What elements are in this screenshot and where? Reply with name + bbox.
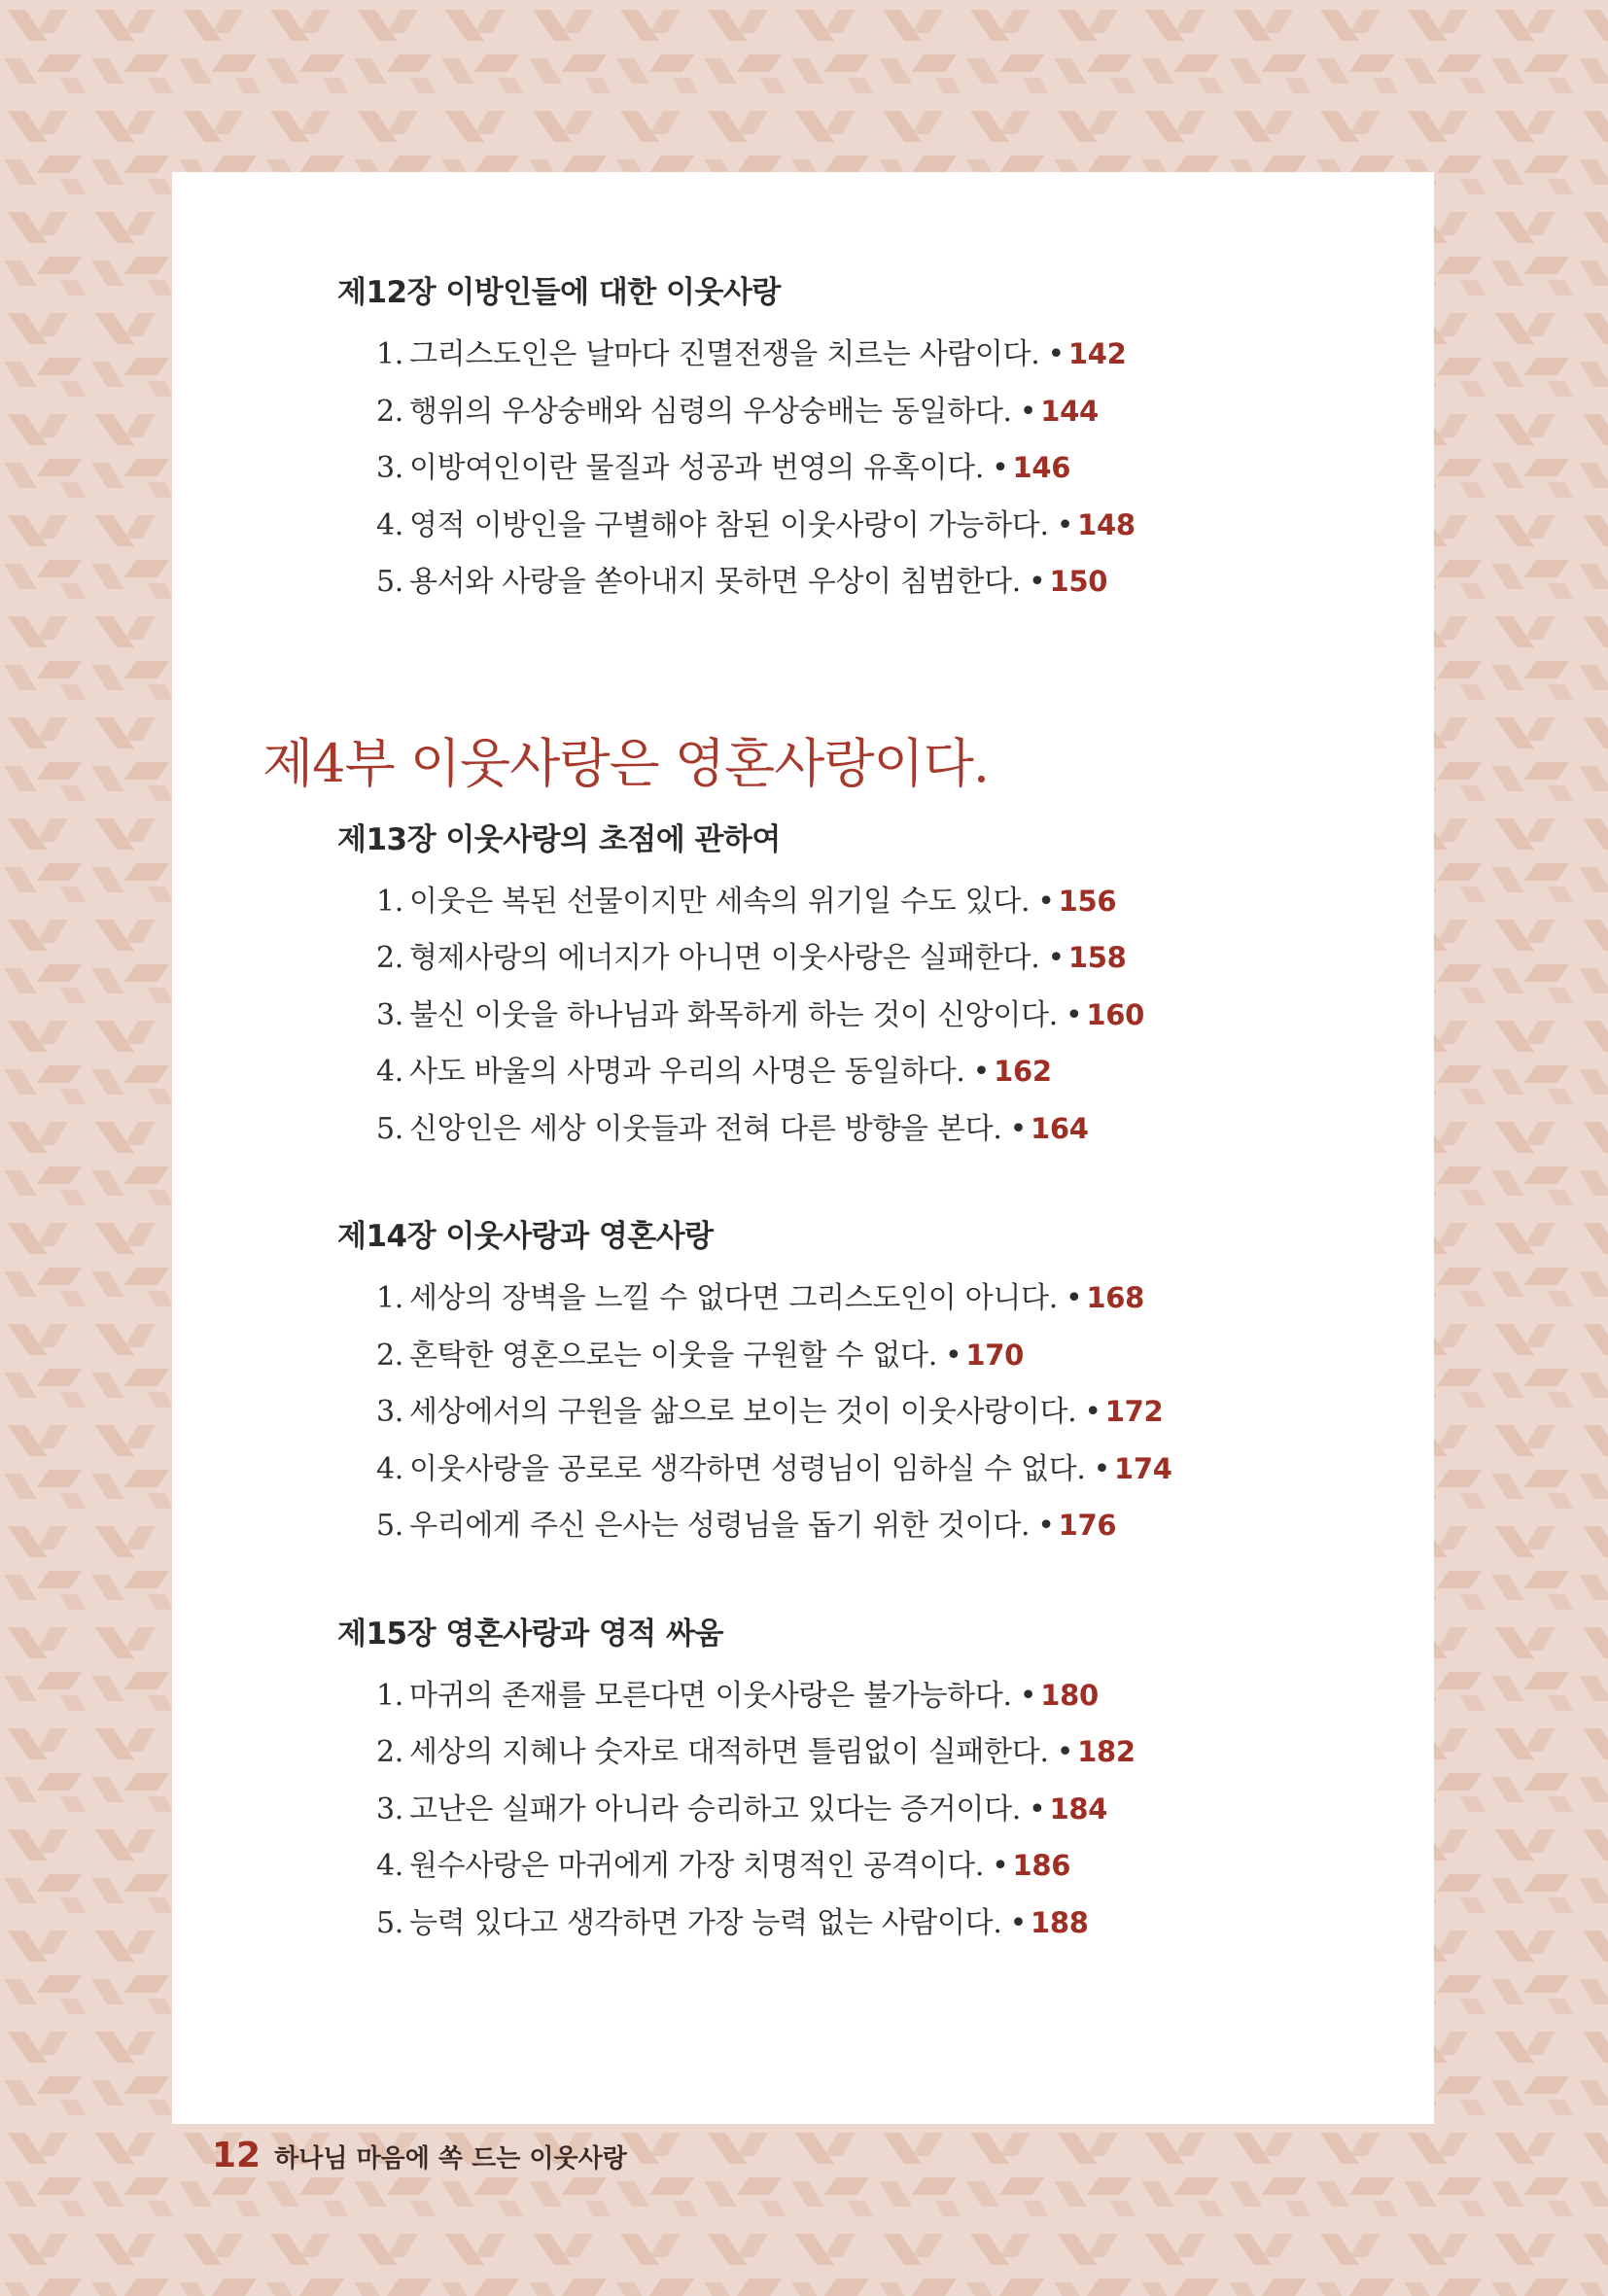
toc-entry[interactable] (376, 497, 1387, 554)
entry-page: 160 (1086, 997, 1144, 1031)
entry-page: 148 (1077, 507, 1136, 541)
toc-entry[interactable] (376, 1895, 1387, 1952)
toc-entry[interactable] (376, 1667, 1387, 1724)
chapter-title: 제15장 영혼사랑과 영적 싸움 (337, 1616, 723, 1652)
entry-page: 158 (1067, 941, 1127, 974)
bullet: • (992, 1849, 1009, 1883)
entry-number: 1. (376, 1678, 404, 1713)
entry-number: 5. (376, 1111, 404, 1146)
entry-page: 150 (1049, 565, 1108, 598)
bullet: • (1047, 337, 1065, 371)
entry-page: 182 (1077, 1735, 1136, 1768)
toc-entry[interactable] (376, 987, 1387, 1044)
entry-number: 3. (376, 1792, 404, 1826)
toc-entry[interactable] (376, 1781, 1387, 1838)
entry-page: 188 (1030, 1905, 1089, 1939)
table-of-contents (262, 269, 1387, 1951)
bullet: • (1047, 941, 1065, 975)
spacer (337, 1554, 1387, 1611)
entry-text: 사도 바울의 사명과 우리의 사명은 동일하다. (409, 1055, 965, 1089)
toc-entry[interactable] (376, 439, 1387, 497)
bullet: • (992, 451, 1009, 485)
entry-text: 신앙인은 세상 이웃들과 전혀 다른 방향을 본다. (409, 1111, 1002, 1146)
entry-page: 184 (1049, 1792, 1108, 1826)
spacer (337, 1157, 1387, 1213)
entry-text: 세상에서의 구원을 삶으로 보이는 것이 이웃사랑이다. (409, 1395, 1077, 1429)
bullet: • (1093, 1451, 1111, 1486)
entry-number: 3. (376, 451, 404, 485)
bullet: • (944, 1338, 962, 1373)
entry-number: 5. (376, 565, 404, 599)
toc-entry[interactable] (376, 929, 1387, 987)
bullet: • (1037, 884, 1055, 919)
toc-entry[interactable] (376, 1837, 1387, 1895)
entry-text: 이웃은 복된 선물이지만 세속의 위기일 수도 있다. (409, 884, 1031, 919)
entry-number: 5. (376, 1905, 404, 1940)
entry-text: 혼탁한 영혼으로는 이웃을 구원할 수 없다. (409, 1338, 937, 1373)
bullet: • (1019, 394, 1037, 429)
entry-number: 4. (376, 507, 404, 542)
chapter-items (376, 326, 1387, 610)
entry-text: 영적 이방인을 구별해야 참된 이웃사랑이 가능하다. (409, 507, 1049, 542)
entry-page: 144 (1040, 394, 1099, 428)
toc-entry[interactable] (376, 326, 1387, 383)
bullet: • (1037, 1509, 1055, 1543)
toc-entry[interactable] (376, 1383, 1387, 1441)
entry-number: 1. (376, 337, 404, 371)
entry-page: 180 (1040, 1678, 1099, 1712)
chapter-title: 제12장 이방인들에 대한 이웃사랑 (337, 275, 781, 310)
chapter-items (376, 1270, 1387, 1554)
chapter-title: 제14장 이웃사랑과 영혼사랑 (337, 1219, 714, 1254)
entry-text: 행위의 우상숭배와 심령의 우상숭배는 동일하다. (409, 394, 1012, 429)
chapter-items (376, 1667, 1387, 1952)
bullet: • (1009, 1905, 1027, 1940)
chapter-12 (337, 269, 1387, 610)
entry-page: 162 (994, 1055, 1052, 1088)
entry-page: 146 (1012, 451, 1071, 484)
toc-entry[interactable] (376, 1270, 1387, 1327)
part-title: 제4부 이웃사랑은 영혼사랑이다. (262, 732, 989, 794)
entry-page: 186 (1012, 1849, 1071, 1882)
page-number: 12 (212, 2136, 262, 2175)
bullet: • (1065, 997, 1083, 1032)
entry-page: 164 (1030, 1111, 1089, 1145)
bullet: • (1009, 1111, 1027, 1146)
toc-entry[interactable] (376, 1497, 1387, 1554)
entry-page: 170 (965, 1338, 1025, 1372)
bullet: • (1056, 1735, 1074, 1769)
content-panel (172, 172, 1434, 2124)
page-footer (212, 2135, 627, 2177)
entry-number: 4. (376, 1451, 404, 1486)
entry-text: 세상의 지혜나 숫자로 대적하면 틀림없이 실패한다. (409, 1735, 1049, 1769)
toc-entry[interactable] (376, 1441, 1387, 1498)
entry-number: 2. (376, 1338, 404, 1373)
entry-page: 168 (1086, 1281, 1144, 1314)
entry-number: 4. (376, 1055, 404, 1089)
chapter-title: 제13장 이웃사랑의 초점에 관하여 (337, 821, 781, 857)
toc-entry[interactable] (376, 383, 1387, 440)
book-title: 하나님 마음에 쏙 드는 이웃사랑 (274, 2144, 627, 2174)
bullet: • (1029, 565, 1046, 599)
entry-text: 용서와 사랑을 쏟아내지 못하면 우상이 침범한다. (409, 565, 1022, 599)
toc-entry[interactable] (376, 1043, 1387, 1100)
entry-text: 불신 이웃을 하나님과 화목하게 하는 것이 신앙이다. (409, 997, 1058, 1032)
entry-number: 2. (376, 394, 404, 429)
chapter-items (376, 873, 1387, 1158)
entry-number: 3. (376, 1395, 404, 1429)
entry-number: 2. (376, 1735, 404, 1769)
entry-page: 156 (1058, 884, 1117, 918)
entry-number: 2. (376, 941, 404, 975)
bullet: • (1084, 1395, 1101, 1429)
bullet: • (1065, 1281, 1083, 1315)
toc-entry[interactable] (376, 1100, 1387, 1158)
entry-number: 5. (376, 1509, 404, 1543)
toc-entry[interactable] (376, 1327, 1387, 1384)
spacer (337, 610, 1387, 725)
entry-page: 176 (1058, 1509, 1117, 1542)
chapter-14 (337, 1213, 1387, 1554)
bullet: • (1056, 507, 1074, 542)
bullet: • (1019, 1678, 1037, 1713)
entry-text: 세상의 장벽을 느낄 수 없다면 그리스도인이 아니다. (409, 1281, 1058, 1315)
bullet: • (972, 1055, 991, 1089)
entry-number: 4. (376, 1849, 404, 1883)
entry-text: 이방여인이란 물질과 성공과 번영의 유혹이다. (409, 451, 985, 485)
entry-text: 이웃사랑을 공로로 생각하면 성령님이 임하실 수 없다. (409, 1451, 1086, 1486)
entry-text: 마귀의 존재를 모른다면 이웃사랑은 불가능하다. (409, 1678, 1012, 1713)
toc-entry[interactable] (376, 873, 1387, 930)
entry-number: 1. (376, 884, 404, 919)
entry-text: 그리스도인은 날마다 진멸전쟁을 치르는 사람이다. (409, 337, 1040, 371)
toc-entry[interactable] (376, 1723, 1387, 1781)
toc-entry[interactable] (376, 553, 1387, 610)
entry-number: 1. (376, 1281, 404, 1315)
entry-text: 우리에게 주신 은사는 성령님을 돕기 위한 것이다. (409, 1509, 1031, 1543)
entry-number: 3. (376, 997, 404, 1032)
entry-page: 172 (1104, 1395, 1164, 1428)
chapter-13 (337, 817, 1387, 1158)
bullet: • (1029, 1792, 1046, 1826)
entry-page: 174 (1114, 1451, 1172, 1485)
entry-text: 원수사랑은 마귀에게 가장 치명적인 공격이다. (409, 1849, 985, 1883)
entry-page: 142 (1067, 337, 1127, 370)
entry-text: 능력 있다고 생각하면 가장 능력 없는 사람이다. (409, 1905, 1002, 1940)
chapter-15 (337, 1611, 1387, 1952)
entry-text: 고난은 실패가 아니라 승리하고 있다는 증거이다. (409, 1792, 1022, 1826)
entry-text: 형제사랑의 에너지가 아니면 이웃사랑은 실패한다. (409, 941, 1040, 975)
